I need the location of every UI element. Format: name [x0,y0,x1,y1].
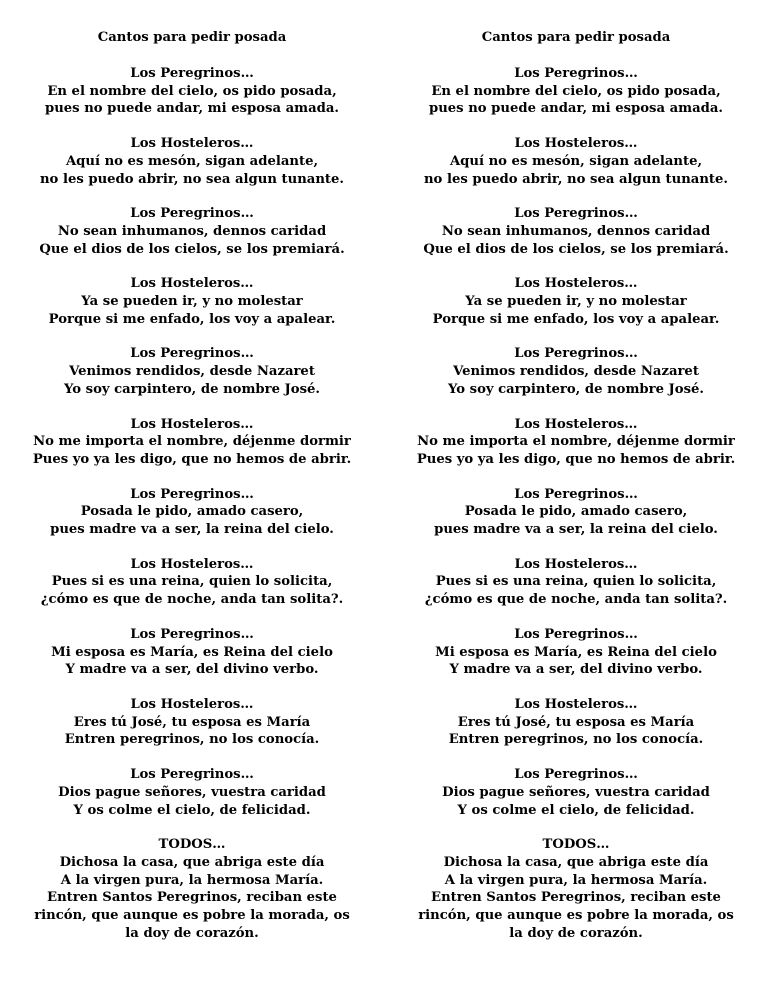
verse-line: A la virgen pura, la hermosa María. [60,872,324,888]
stanza [384,135,768,188]
verse-line: A la virgen pura, la hermosa María. [444,872,708,888]
speaker-label: Los Peregrinos… [514,66,638,81]
speaker-label: Los Peregrinos… [130,206,254,222]
stanza [384,205,768,258]
speaker-label: Los Peregrinos… [130,767,254,783]
stanza [0,65,384,118]
verse-line: Venimos rendidos, desde Nazaret [453,364,699,380]
stanza [0,205,384,258]
verse-line: Entren Santos Peregrinos, reciban este rincón, que aunque es pobre la morada, os la doy de corazón. [34,890,350,941]
speaker-label: Los Hosteleros… [514,136,638,152]
verse-line: Pues si es una reina, quien lo solicita, [435,574,717,590]
speaker-label: Los Hosteleros… [130,276,254,292]
speaker-label: Los Peregrinos… [514,206,638,222]
verse-line: Pues yo ya les digo, que no hemos de abrir. [416,451,736,467]
verse-line: Y os colme el cielo, de felicidad. [73,802,311,818]
verse-line: Venimos rendidos, desde Nazaret [69,364,315,380]
verse-line: Y madre va a ser, del divino verbo. [449,662,703,678]
document-title: Cantos para pedir posada [97,30,287,45]
page [0,29,768,942]
speaker-label: Los Peregrinos… [130,626,254,642]
stanza [0,626,384,679]
stanza [0,766,384,819]
document-title: Cantos para pedir posada [481,30,671,45]
verse-line: Y madre va a ser, del divino verbo. [65,662,319,678]
right-column [384,29,768,942]
verse-line: Y os colme el cielo, de felicidad. [457,802,695,818]
speaker-label: TODOS… [542,837,610,853]
verse-line: Entren peregrinos, no los conocía. [448,732,704,748]
stanza [384,275,768,328]
speaker-label: Los Hosteleros… [130,416,254,432]
speaker-label: Los Peregrinos… [130,486,254,502]
verse-line: No me importa el nombre, déjenme dormir [417,434,735,450]
verse-line: Que el dios de los cielos, se los premiará. [39,241,345,257]
speaker-label: Los Peregrinos… [514,767,638,783]
verse-line: pues madre va a ser, la reina del cielo. [434,522,718,538]
verse-line: Yo soy carpintero, de nombre José. [63,381,320,397]
verse-line: ¿cómo es que de noche, anda tan solita?. [40,592,344,608]
speaker-label: Los Hosteleros… [514,416,638,432]
final-stanza [411,836,741,942]
verse-line: no les puedo abrir, no sea algun tunante. [423,171,729,187]
verse-line: Eres tú José, tu esposa es María [73,714,311,730]
stanza [0,696,384,749]
stanza [384,486,768,539]
speaker-label: Los Hosteleros… [130,556,254,572]
speaker-label: Los Peregrinos… [514,626,638,642]
stanza [0,345,384,398]
verse-line: Aquí no es mesón, sigan adelante, [449,153,703,169]
speaker-label: Los Hosteleros… [130,136,254,152]
verse-line: Porque si me enfado, los voy a apalear. [432,311,720,327]
verse-line: Mi esposa es María, es Reina del cielo [51,644,333,660]
speaker-label: Los Peregrinos… [514,486,638,502]
speaker-label: TODOS… [158,837,226,853]
verse-line: Pues si es una reina, quien lo solicita, [51,574,333,590]
verse-line: No me importa el nombre, déjenme dormir [33,434,351,450]
verse-line: En el nombre del cielo, os pido posada, [431,83,721,99]
speaker-label: Los Hosteleros… [514,556,638,572]
speaker-label: Los Peregrinos… [130,66,254,81]
verse-line: Aquí no es mesón, sigan adelante, [65,153,319,169]
verse-line: Eres tú José, tu esposa es María [457,714,695,730]
verse-line: pues no puede andar, mi esposa amada. [44,101,339,117]
stanza [0,275,384,328]
speaker-label: Los Hosteleros… [514,276,638,292]
stanza [0,135,384,188]
stanza [384,696,768,749]
speaker-label: Los Hosteleros… [130,696,254,712]
stanza [0,486,384,539]
verse-line: Entren Santos Peregrinos, reciban este rincón, que aunque es pobre la morada, os la doy de corazón. [418,890,734,941]
verse-line: Dios pague señores, vuestra caridad [58,784,326,800]
verse-line: No sean inhumanos, dennos caridad [57,223,327,239]
verse-line: Entren peregrinos, no los conocía. [64,732,320,748]
verse-line: Posada le pido, amado casero, [80,504,304,520]
verse-line: Pues yo ya les digo, que no hemos de abrir. [32,451,352,467]
verse-line: Dios pague señores, vuestra caridad [442,784,710,800]
final-stanza [27,836,357,942]
verse-line: ¿cómo es que de noche, anda tan solita?. [424,592,728,608]
verse-line: Ya se pueden ir, y no molestar [465,294,687,310]
stanza [0,556,384,609]
stanza [384,556,768,609]
stanza [0,416,384,469]
stanza [384,416,768,469]
verse-line: Yo soy carpintero, de nombre José. [447,381,704,397]
stanza [384,766,768,819]
verse-line: Dichosa la casa, que abriga este día [59,854,325,870]
verse-line: Que el dios de los cielos, se los premiará. [423,241,729,257]
left-column [0,29,384,942]
speaker-label: Los Peregrinos… [130,346,254,362]
verse-line: pues no puede andar, mi esposa amada. [428,101,723,117]
verse-line: no les puedo abrir, no sea algun tunante. [39,171,345,187]
verse-line: Ya se pueden ir, y no molestar [81,294,303,310]
verse-line: pues madre va a ser, la reina del cielo. [50,522,334,538]
stanza [384,345,768,398]
verse-line: No sean inhumanos, dennos caridad [441,223,711,239]
speaker-label: Los Peregrinos… [514,346,638,362]
verse-line: En el nombre del cielo, os pido posada, [47,83,337,99]
verse-line: Posada le pido, amado casero, [464,504,688,520]
speaker-label: Los Hosteleros… [514,696,638,712]
verse-line: Porque si me enfado, los voy a apalear. [48,311,336,327]
stanza [384,626,768,679]
verse-line: Mi esposa es María, es Reina del cielo [435,644,717,660]
stanza [384,65,768,118]
verse-line: Dichosa la casa, que abriga este día [443,854,709,870]
